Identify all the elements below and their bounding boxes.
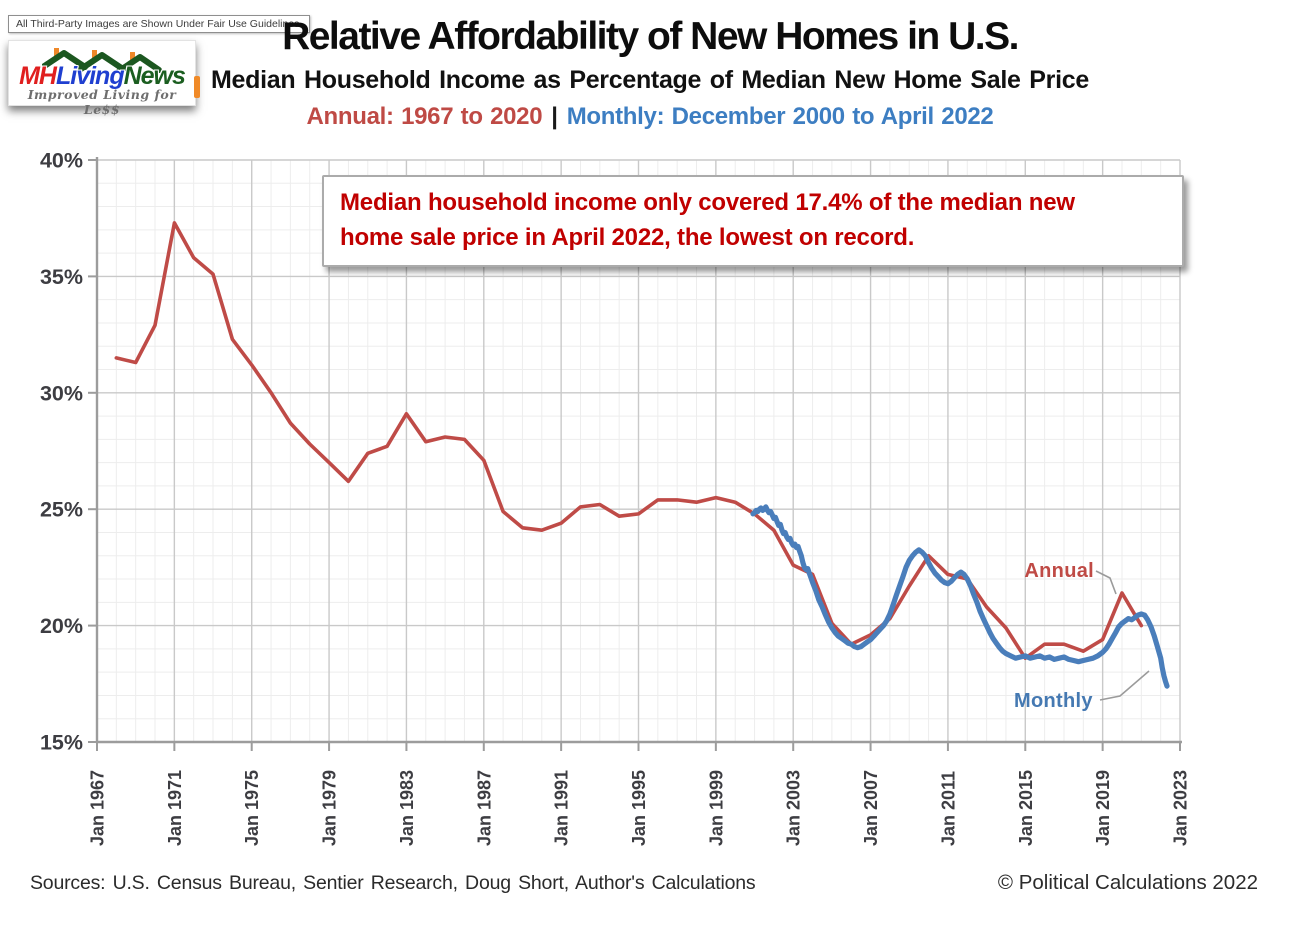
annotation-line-1: Median household income only covered 17.4% of the median new	[340, 189, 1075, 216]
page-subtitle: Median Household Income as Percentage of Median New Home Sale Price	[211, 65, 1089, 94]
copyright-text: © Political Calculations 2022	[997, 871, 1258, 894]
x-axis-tick-label: Jan 1999	[706, 769, 727, 846]
x-axis-tick-label: Jan 2007	[861, 769, 882, 846]
fair-use-disclaimer: All Third-Party Images are Shown Under Fair Use Guidelines.	[8, 15, 310, 33]
x-axis-tick-label: Jan 1971	[164, 769, 185, 846]
x-axis-tick-label: Jan 1991	[551, 769, 572, 846]
x-axis-tick-label: Jan 2019	[1093, 769, 1114, 846]
x-axis-tick-label: Jan 2011	[938, 770, 959, 846]
x-axis-tick-label: Jan 2003	[783, 769, 804, 846]
annual-series-line	[116, 223, 1141, 658]
y-axis-tick-label: 15%	[39, 730, 83, 755]
annotation-line-2: home sale price in April 2022, the lowest on record.	[340, 223, 915, 251]
x-axis-tick-label: Jan 1975	[242, 769, 263, 846]
monthly-series-label: Monthly	[1014, 690, 1093, 712]
page-title: Relative Affordability of New Homes in U.S.	[282, 15, 1018, 58]
logo-tagline: Improved Living for Le$$	[27, 87, 177, 117]
logo-news: News	[123, 62, 185, 90]
sources-text: Sources: U.S. Census Bureau, Sentier Research, Doug Short, Author's Calculations	[30, 872, 756, 894]
logo-mh: MH	[19, 62, 56, 90]
y-axis-tick-label: 25%	[39, 497, 83, 522]
monthly-series-line	[753, 507, 1167, 686]
x-axis-tick-label: Jan 1967	[87, 769, 108, 846]
x-axis-tick-label: Jan 2023	[1170, 769, 1191, 846]
x-axis-tick-label: Jan 1983	[396, 769, 417, 846]
range-separator: |	[551, 102, 558, 130]
date-range-line	[155, 103, 1145, 131]
x-axis-tick-label: Jan 1995	[629, 769, 649, 846]
y-axis-tick-label: 35%	[39, 264, 83, 289]
y-axis-tick-label: 20%	[39, 614, 83, 639]
annual-callout-line	[1096, 571, 1116, 594]
annual-range-label: Annual: 1967 to 2020	[306, 102, 543, 130]
logo-living: Living	[55, 62, 124, 90]
x-axis-tick-label: Jan 2015	[1015, 769, 1036, 846]
x-axis-tick-label: Jan 1987	[474, 769, 495, 846]
y-axis-tick-label: 30%	[39, 381, 83, 406]
header	[155, 16, 1145, 131]
x-axis-tick-label: Jan 1979	[319, 769, 340, 846]
y-axis-tick-label: 40%	[39, 148, 83, 173]
annual-series-label: Annual	[1024, 560, 1094, 582]
monthly-range-label: Monthly: December 2000 to April 2022	[566, 102, 994, 130]
annotation-box	[322, 175, 1184, 267]
